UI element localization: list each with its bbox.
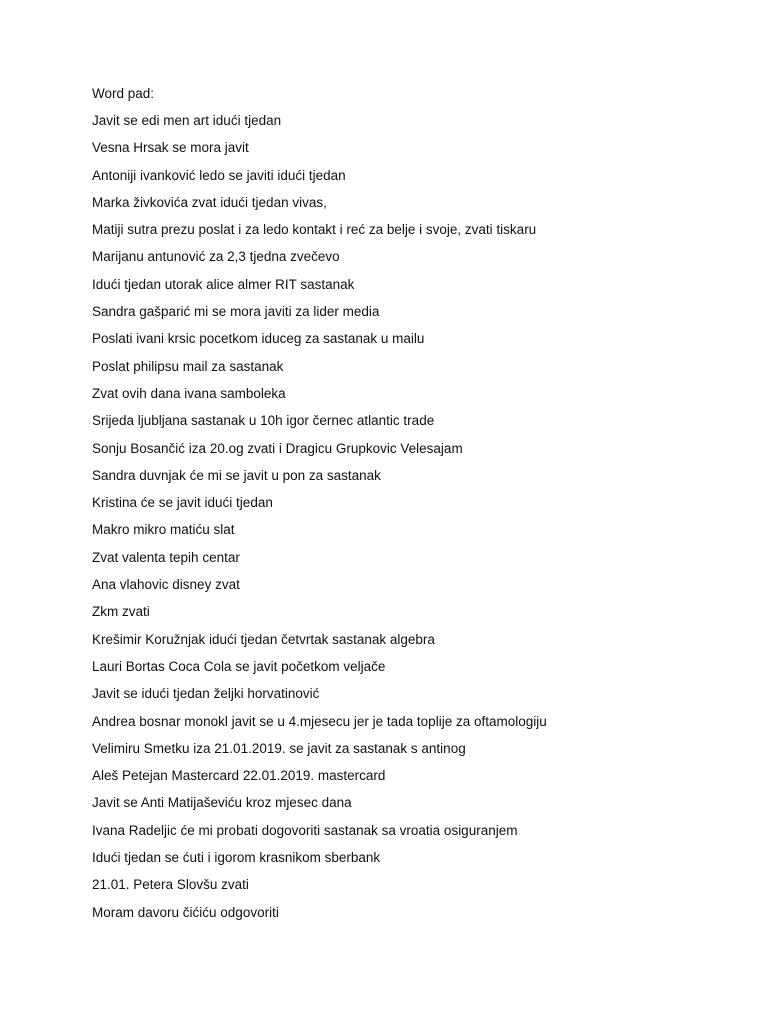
document-line: Antoniji ivanković ledo se javiti idući tjedan — [92, 167, 346, 183]
document-line: Idući tjedan se ćuti i igorom krasnikom sberbank — [92, 850, 381, 866]
document-line: Sandra duvnjak će mi se javit u pon za sastanak — [92, 467, 381, 483]
document-line: Poslati ivani krsic pocetkom iduceg za sastanak u mailu — [92, 331, 425, 347]
document-line: Zvat valenta tepih centar — [92, 549, 240, 565]
document-line: Krešimir Koružnjak idući tjedan četvrtak sastanak algebra — [92, 631, 435, 647]
document-line: Moram davoru čićiću odgovoriti — [92, 904, 279, 920]
document-lines — [92, 112, 547, 931]
document-line: Vesna Hrsak se mora javit — [92, 140, 249, 156]
document-line: Makro mikro matiću slat — [92, 522, 235, 538]
document-line: Marka živkovića zvat idući tjedan vivas, — [92, 194, 327, 210]
document-line: Sandra gašparić mi se mora javiti za lider media — [92, 304, 380, 320]
document-line: Aleš Petejan Mastercard 22.01.2019. mastercard — [92, 768, 386, 784]
document-line: Velimiru Smetku iza 21.01.2019. se javit za sastanak s antinog — [92, 740, 466, 756]
document-line: Javit se Anti Matijaševiću kroz mjesec dana — [92, 795, 352, 811]
document-line: Lauri Bortas Coca Cola se javit početkom veljače — [92, 658, 386, 674]
document-line: Srijeda ljubljana sastanak u 10h igor černec atlantic trade — [92, 413, 435, 429]
document-title: Word pad: — [92, 86, 155, 101]
document-line: Andrea bosnar monokl javit se u 4.mjesecu jer je tada toplije za oftamologiju — [92, 713, 547, 729]
document-line: Ana vlahovic disney zvat — [92, 577, 240, 593]
document-line: Zvat ovih dana ivana samboleka — [92, 385, 286, 401]
document-line: Javit se edi men art idući tjedan — [92, 113, 282, 128]
document-line: Sonju Bosančić iza 20.og zvati i Dragicu Grupkovic Velesajam — [92, 440, 463, 456]
document-line: Poslat philipsu mail za sastanak — [92, 358, 284, 374]
document-line: Kristina će se javit idući tjedan — [92, 495, 273, 511]
document-line: Javit se idući tjedan željki horvatinović — [92, 686, 320, 702]
document-line: Marijanu antunović za 2,3 tjedna zvečevo — [92, 249, 340, 265]
document-line: 21.01. Petera Slovšu zvati — [92, 877, 249, 893]
document-line: Matiji sutra prezu poslat i za ledo kontakt i reć za belje i svoje, zvati tiskaru — [92, 222, 537, 238]
document-line: Idući tjedan utorak alice almer RIT sastanak — [92, 276, 355, 292]
document-line: Ivana Radeljic će mi probati dogovoriti sastanak sa vroatia osiguranjem — [92, 822, 518, 838]
document-line: Zkm zvati — [92, 604, 150, 620]
